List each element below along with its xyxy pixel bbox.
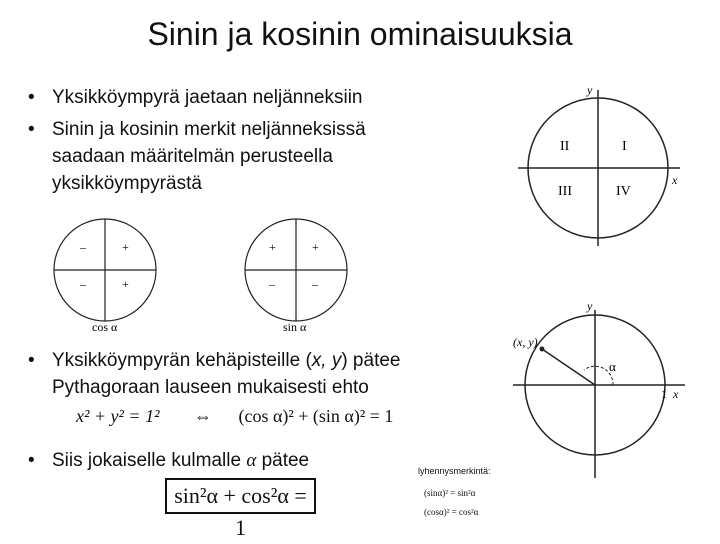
sin-sign-diagram (241, 218, 353, 336)
bullet-dot: • (28, 87, 35, 108)
bullet-text-post: pätee (261, 450, 310, 471)
bullet-text-line1: Sinin ja kosinin merkit neljänneksissä (52, 119, 366, 140)
bullet-text-xy: x, y (311, 350, 342, 371)
bullet-text-line2: saadaan määritelmän perusteella (52, 146, 333, 167)
bullet-text-line2: Pythagoraan lauseen mukaisesti ehto (52, 377, 369, 398)
one-label: 1 (661, 387, 667, 401)
cos-sign-diagram (50, 218, 162, 336)
cos-q1-sign: + (122, 240, 129, 254)
axis-y-label: y (587, 83, 593, 97)
pythagoras-rhs: (cos α)² + (sin α)² = 1 (238, 406, 394, 426)
bullet-text-pre: Yksikköympyrän kehäpisteille ( (52, 350, 312, 371)
equivalence-arrow: ⇔ (193, 406, 212, 426)
sin-q3-sign: – (269, 277, 275, 291)
sin-q2-sign: + (269, 240, 276, 254)
page-title: Sinin ja kosinin ominaisuuksia (147, 16, 573, 52)
pythagoras-lhs: x² + y² = 1² (76, 406, 160, 426)
sin-q1-sign: + (312, 240, 319, 254)
cos-q3-sign: – (80, 277, 86, 291)
cos-q4-sign: + (122, 277, 129, 291)
axis-y-label: y (587, 299, 593, 313)
quadrant-diagram (510, 80, 690, 250)
bullet-text-line3: yksikköympyrästä (52, 173, 202, 194)
point-label: (x, y) (513, 335, 538, 349)
bullet-dot: • (28, 350, 35, 371)
sin-diagram-label: sin α (283, 320, 307, 334)
cos-diagram-label: cos α (92, 320, 118, 334)
sin-q4-sign: – (312, 277, 318, 291)
bullet-text-pre: Siis jokaiselle kulmalle (52, 450, 242, 471)
unit-circle-point-diagram (505, 298, 695, 483)
angle-label: α (609, 359, 616, 374)
bullet-dot: • (28, 119, 35, 140)
shorthand-heading: lyhennysmerkintä: (418, 466, 491, 476)
bullet-text (52, 449, 309, 473)
quadrant-2-label: II (560, 139, 570, 154)
pythagoras-formula (76, 406, 393, 427)
identity-box: sin²α + cos²α = 1 (165, 478, 316, 514)
axis-x-label: x (672, 173, 678, 187)
shorthand-line-2: (cosα)² = cos²α (424, 507, 479, 517)
bullet-text: Yksikköympyrä jaetaan neljänneksiin (52, 87, 363, 108)
quadrant-1-label: I (622, 139, 627, 154)
axis-x-label: x (673, 387, 679, 401)
bullet-text-line1 (52, 349, 400, 373)
cos-q2-sign: – (80, 240, 86, 254)
bullet-text-post: ) pätee (341, 350, 401, 371)
quadrant-4-label: IV (616, 184, 631, 199)
shorthand-line-1: (sinα)² = sin²α (424, 488, 476, 498)
alpha-symbol: α (246, 450, 257, 471)
quadrant-3-label: III (558, 184, 572, 199)
bullet-dot: • (28, 450, 35, 471)
